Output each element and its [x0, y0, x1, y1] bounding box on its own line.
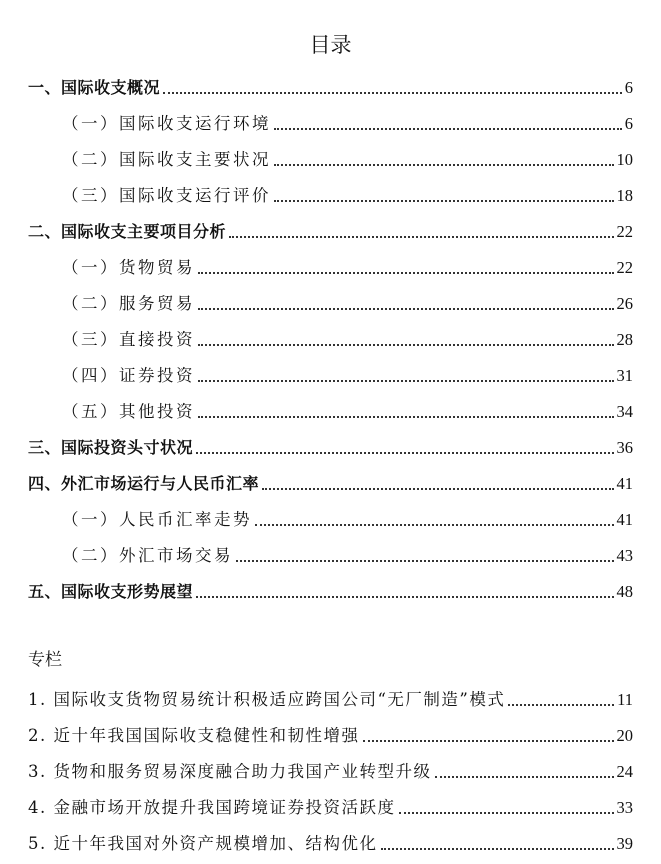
leader-dots	[274, 200, 614, 202]
column-entry-page: 11	[617, 690, 633, 709]
column-entry[interactable]	[28, 753, 633, 783]
toc-entry[interactable]	[62, 501, 633, 531]
leader-dots	[435, 776, 614, 778]
toc-entry-page: 6	[624, 114, 633, 133]
column-entry-page: 24	[616, 762, 633, 781]
toc-entry-label: （一）国际收支运行环境	[62, 114, 271, 133]
column-entry-label: 2. 近十年我国国际收支稳健性和韧性增强	[28, 726, 360, 745]
toc-entry-page: 22	[616, 222, 633, 241]
column-entry-label: 5. 近十年我国对外资产规模增加、结构优化	[28, 834, 378, 853]
toc-entry-label: （四）证券投资	[62, 366, 195, 385]
column-entry-label: 4. 金融市场开放提升我国跨境证券投资活跃度	[28, 798, 396, 817]
page-title: 目录	[309, 33, 352, 57]
leader-dots	[236, 560, 614, 562]
leader-dots	[198, 344, 614, 346]
column-entry[interactable]	[28, 789, 633, 819]
leader-dots	[274, 128, 622, 130]
toc-entry-label: （一）货物贸易	[62, 258, 195, 277]
leader-dots	[508, 704, 614, 706]
toc-entry-page: 26	[616, 294, 633, 313]
column-entry-label: 1. 国际收支货物贸易统计积极适应跨国公司“无厂制造”模式	[28, 690, 506, 709]
toc-entry-page: 31	[616, 366, 633, 385]
leader-dots	[163, 92, 622, 94]
leader-dots	[274, 164, 614, 166]
column-entry-label: 3. 货物和服务贸易深度融合助力我国产业转型升级	[28, 762, 432, 781]
toc-entry-label: （二）服务贸易	[62, 294, 195, 313]
toc-entry-label: 四、外汇市场运行与人民币汇率	[28, 474, 260, 493]
toc-entry[interactable]	[28, 429, 633, 459]
toc-entry-page: 28	[616, 330, 633, 349]
toc-entry[interactable]	[28, 213, 633, 243]
toc-entry[interactable]	[62, 177, 633, 207]
toc-entry-page: 6	[624, 78, 633, 97]
toc-entry-page: 18	[616, 186, 633, 205]
leader-dots	[363, 740, 614, 742]
leader-dots	[196, 596, 613, 598]
toc-entry-page: 43	[616, 546, 633, 565]
column-entry-page: 20	[616, 726, 633, 745]
toc-entry-label: （一）人民币汇率走势	[62, 510, 252, 529]
toc-entry-label: （二）外汇市场交易	[62, 546, 233, 565]
column-entry-page: 33	[616, 798, 633, 817]
toc-entry[interactable]	[62, 105, 633, 135]
toc-entry[interactable]	[62, 537, 633, 567]
leader-dots	[198, 380, 614, 382]
toc-entry[interactable]	[62, 321, 633, 351]
toc-entry-page: 22	[616, 258, 633, 277]
leader-dots	[399, 812, 614, 814]
toc-entry-label: 一、国际收支概况	[28, 78, 161, 97]
leader-dots	[255, 524, 614, 526]
leader-dots	[262, 488, 613, 490]
leader-dots	[196, 452, 613, 454]
toc-entry-label: （二）国际收支主要状况	[62, 150, 271, 169]
toc-entry-label: （五）其他投资	[62, 402, 195, 421]
toc-entry-page: 41	[616, 510, 633, 529]
toc-entry-page: 34	[616, 402, 633, 421]
toc-entry-label: 二、国际收支主要项目分析	[28, 222, 227, 241]
toc-entry-page: 10	[616, 150, 633, 169]
column-entry[interactable]	[28, 825, 633, 855]
toc-entry-page: 48	[616, 582, 633, 601]
toc-entry[interactable]	[62, 141, 633, 171]
toc-entry[interactable]	[28, 573, 633, 603]
toc-entry[interactable]	[62, 249, 633, 279]
leader-dots	[198, 308, 614, 310]
toc-entry-label: （三）直接投资	[62, 330, 195, 349]
toc-entry-label: 三、国际投资头寸状况	[28, 438, 194, 457]
toc-entry[interactable]	[62, 393, 633, 423]
toc-entry-label: 五、国际收支形势展望	[28, 582, 194, 601]
leader-dots	[381, 848, 614, 850]
leader-dots	[229, 236, 613, 238]
column-entry[interactable]	[28, 681, 633, 711]
column-entry-page: 39	[616, 834, 633, 853]
toc-entry[interactable]	[62, 285, 633, 315]
column-entry[interactable]	[28, 717, 633, 747]
columns-heading: 专栏	[28, 650, 62, 670]
leader-dots	[198, 272, 614, 274]
toc-entry-label: （三）国际收支运行评价	[62, 186, 271, 205]
toc-entry-page: 41	[616, 474, 633, 493]
toc-entry[interactable]	[28, 69, 633, 99]
toc-entry-page: 36	[616, 438, 633, 457]
toc-entry[interactable]	[28, 465, 633, 495]
leader-dots	[198, 416, 614, 418]
toc-entry[interactable]	[62, 357, 633, 387]
